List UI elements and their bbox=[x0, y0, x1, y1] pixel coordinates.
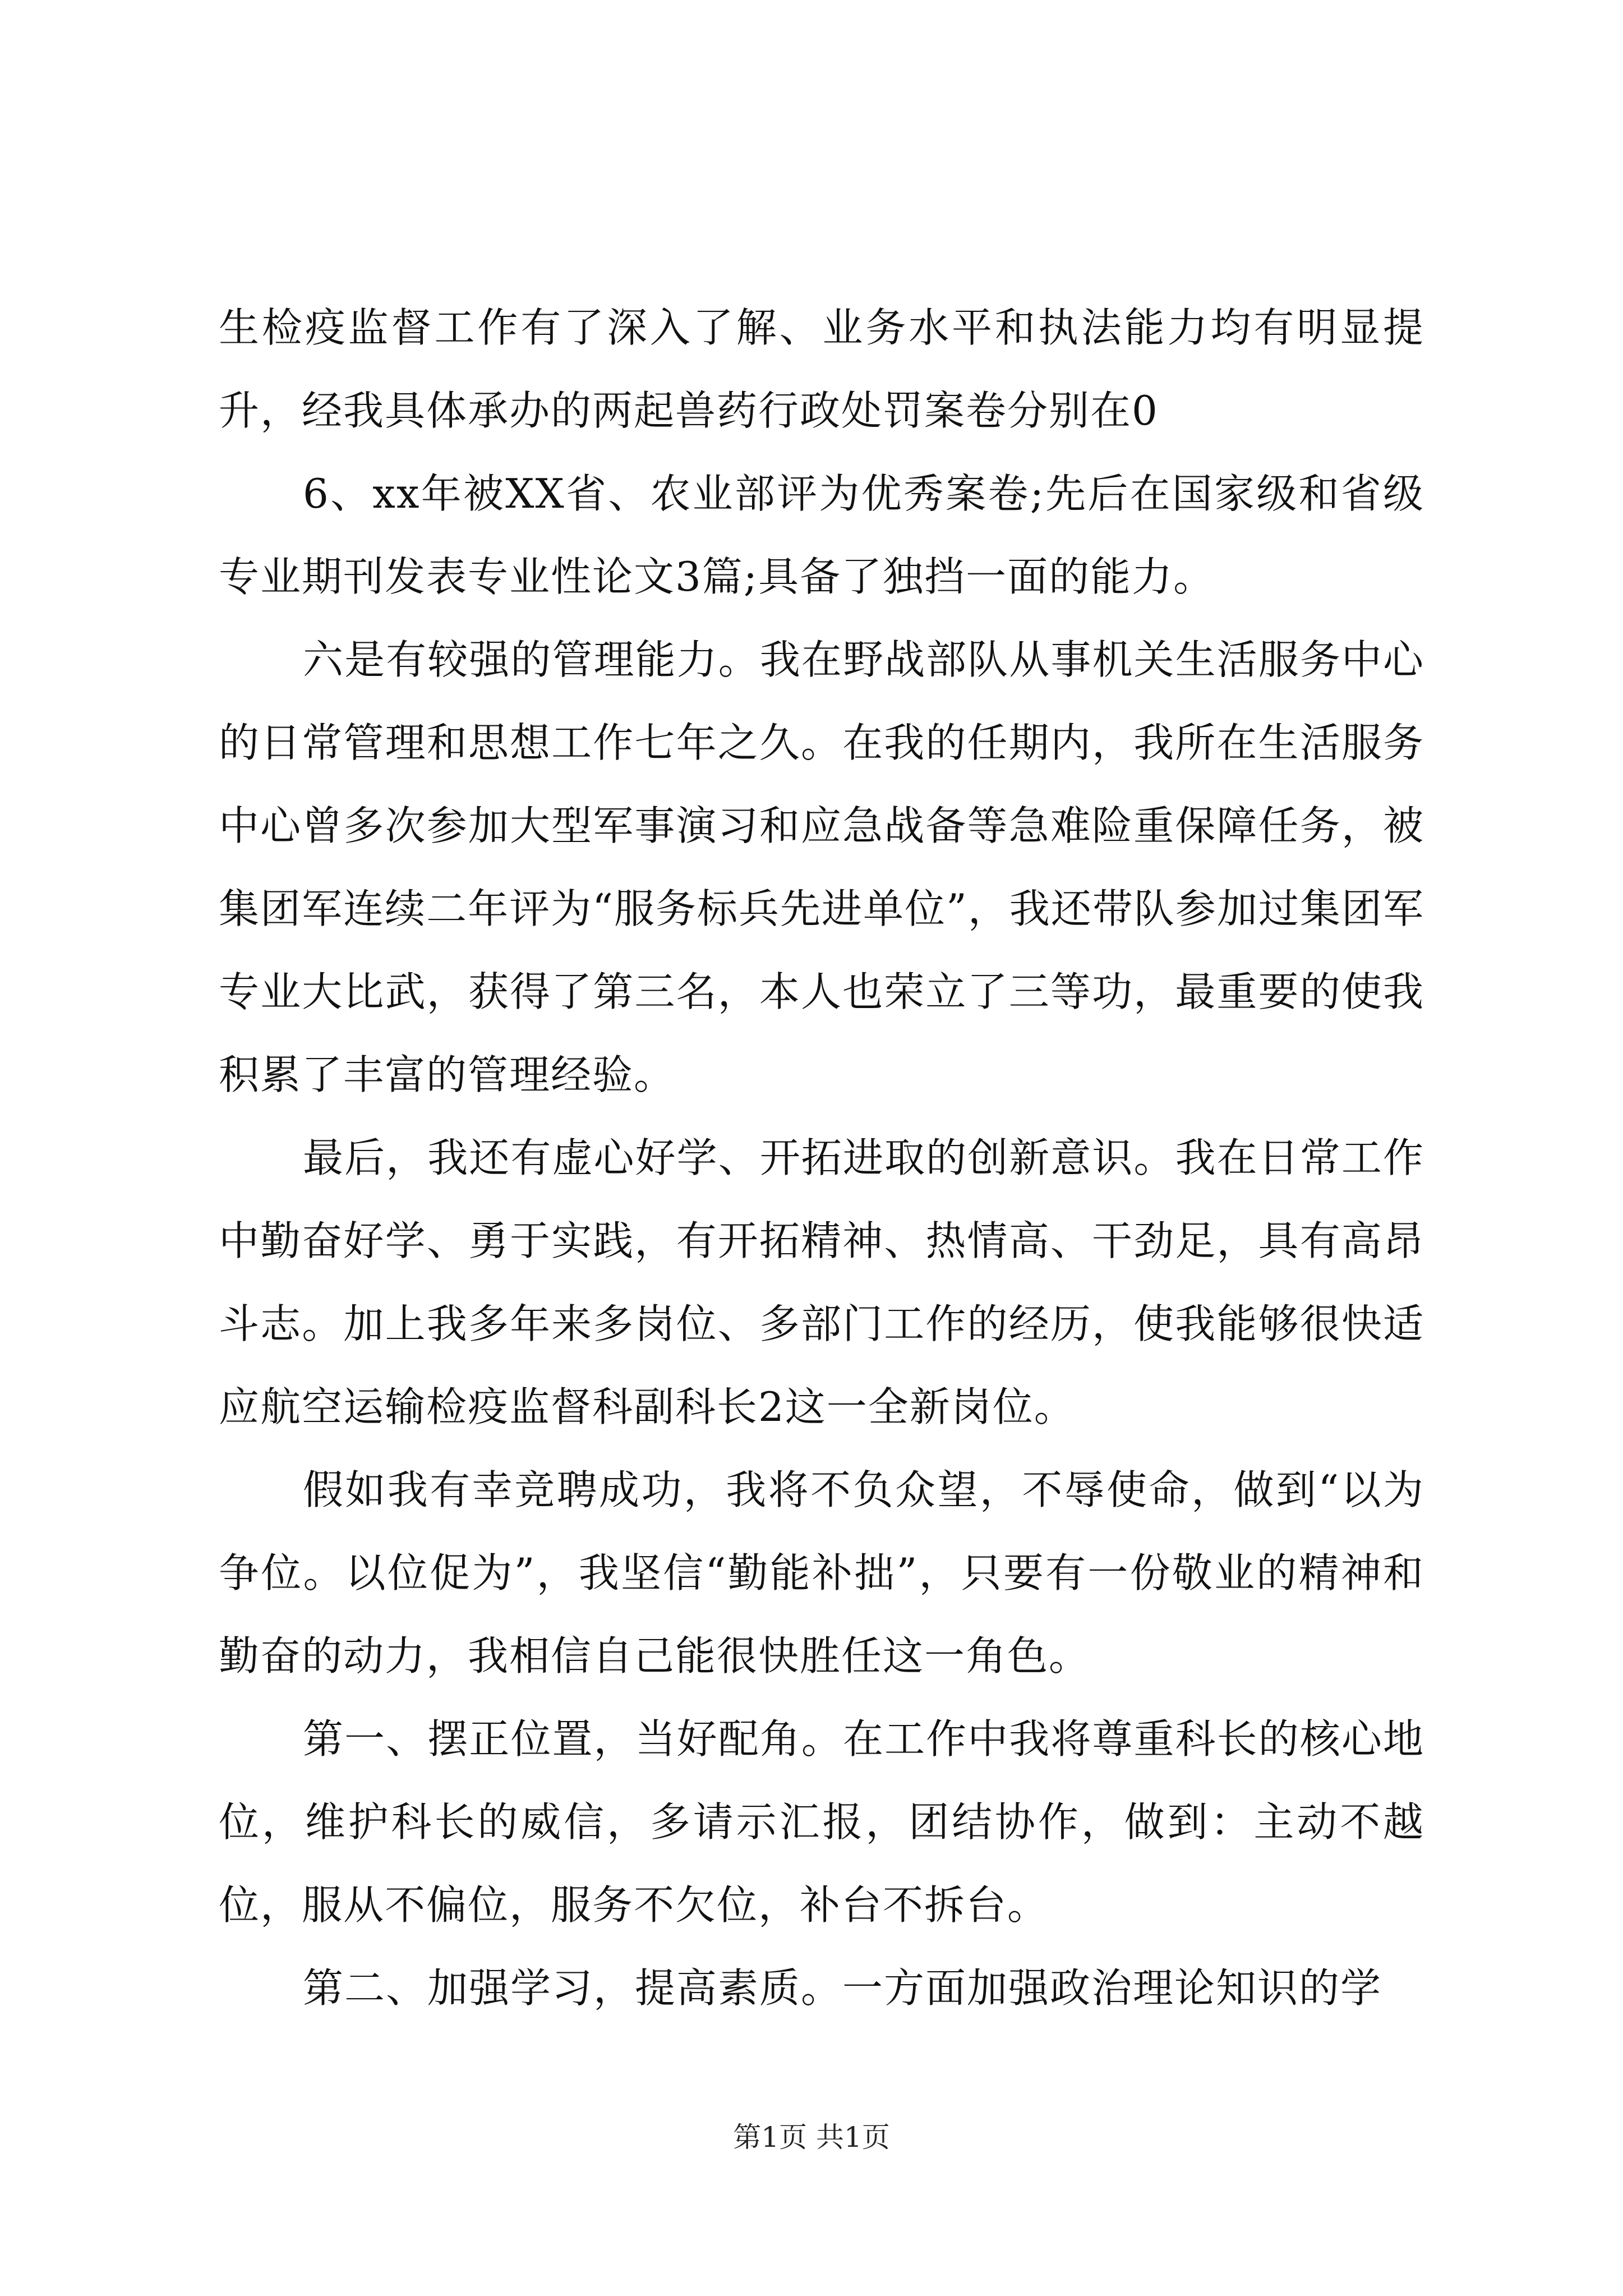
paragraph-3: 六是有较强的管理能力。我在野战部队从事机关生活服务中心的日常管理和思想工作七年之久。在我的任期内，我所在生活服务中心曾多次参加大型军事演习和应急战备等急难险重保障任务，被集团军连续二年评为“服务标兵先进单位”，我还带队参加过集团军专业大比武，获得了第三名，本人也荣立了三等功，最重要的使我积累了丰富的管理经验。 bbox=[219, 636, 1424, 1098]
paragraph-7: 第二、加强学习，提高素质。一方面加强政治理论知识的学 bbox=[303, 1964, 1382, 2012]
paragraph-5: 假如我有幸竞聘成功，我将不负众望，不辱使命，做到“以为争位。以位促为”，我坚信“勤能补拙”，只要有一份敬业的精神和勤奋的动力，我相信自己能很快胜任这一角色。 bbox=[219, 1466, 1424, 1680]
paragraph-1: 生检疫监督工作有了深入了解、业务水平和执法能力均有明显提升，经我具体承办的两起兽药行政处罚案卷分别在0 bbox=[219, 304, 1424, 434]
document-body bbox=[219, 286, 1424, 2030]
paragraph-6: 第一、摆正位置，当好配角。在工作中我将尊重科长的核心地位，维护科长的威信，多请示汇报，团结协作，做到：主动不越位，服从不偏位，服务不欠位，补台不拆台。 bbox=[219, 1715, 1424, 1929]
paragraph-2: 6、xx年被XX省、农业部评为优秀案卷;先后在国家级和省级专业期刊发表专业性论文3篇;具备了独挡一面的能力。 bbox=[219, 470, 1424, 600]
paragraph-4: 最后，我还有虚心好学、开拓进取的创新意识。我在日常工作中勤奋好学、勇于实践，有开拓精神、热情高、干劲足，具有高昂斗志。加上我多年来多岗位、多部门工作的经历，使我能够很快适应航空运输检疫监督科副科长2这一全新岗位。 bbox=[219, 1134, 1424, 1430]
page-footer: 第1页 共1页 bbox=[733, 2121, 890, 2154]
